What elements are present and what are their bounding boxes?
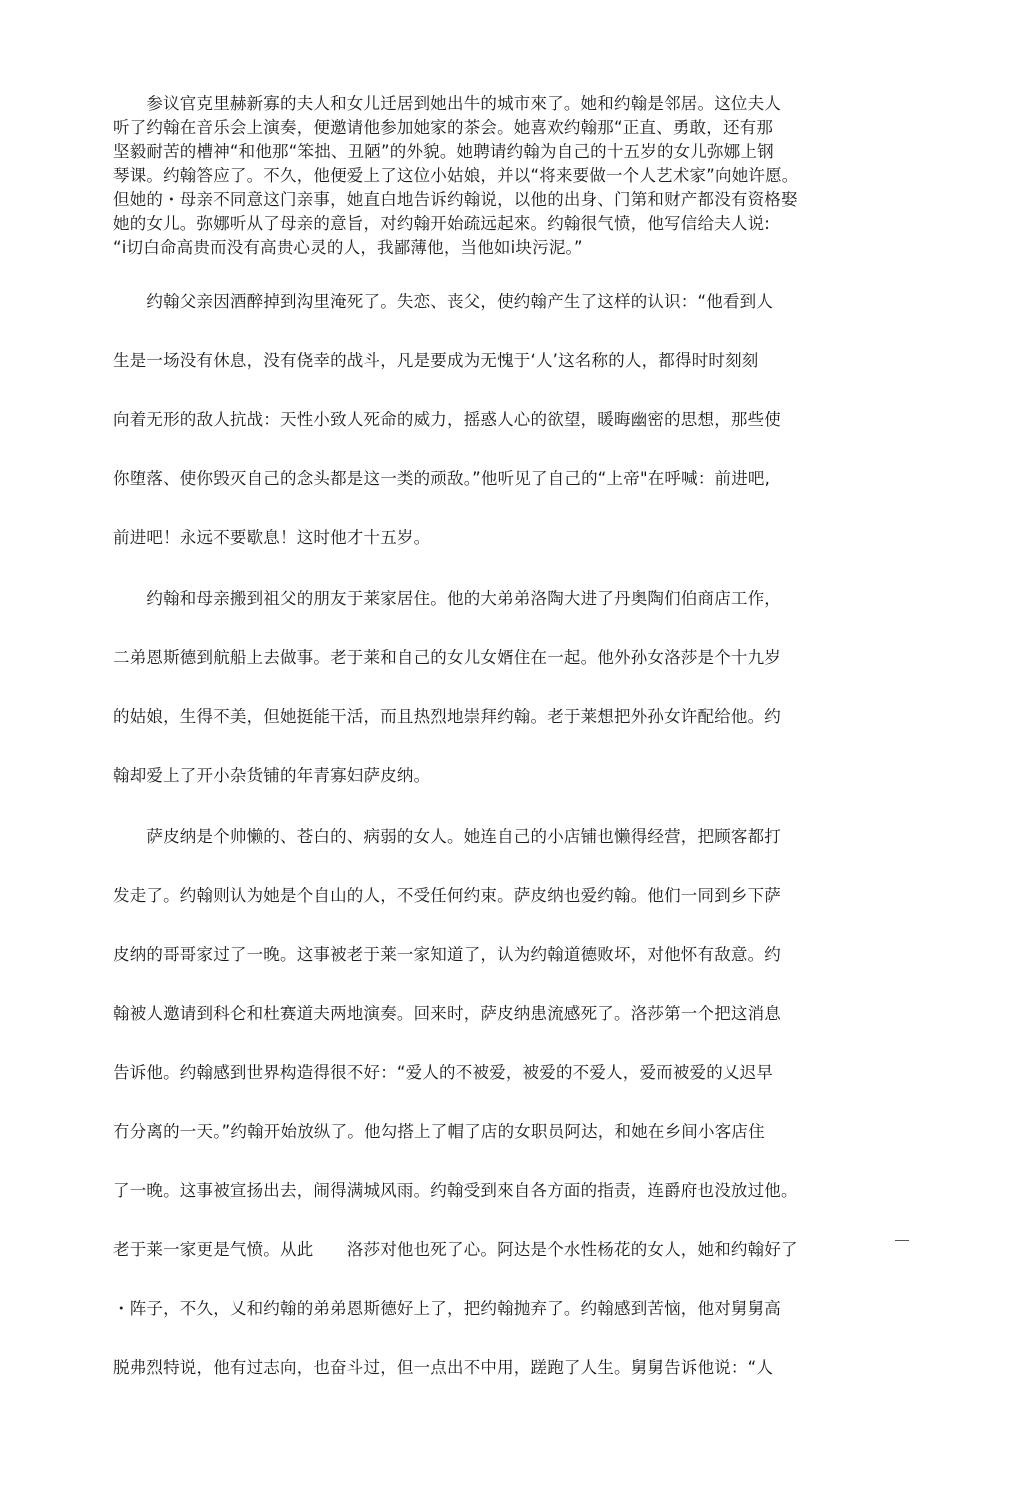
text-line: 她的女儿。弥娜听从了母亲的意旨，对约翰开始疏远起來。约翰很气愤，他写信给夫人说: bbox=[113, 214, 771, 233]
text-line: 翰却爱上了开小杂货铺的年青寡妇萨皮纳。 bbox=[113, 766, 431, 785]
text-line: 了一晚。这事被宣扬出去，闹得满城风雨。约翰受到來自各方面的指责，连爵府也没放过他。 bbox=[113, 1181, 798, 1200]
text-line: 的姑娘，生得不美，但她挺能干活，而且热烈地崇拜约翰。老于莱想把外孙女许配给他。约 bbox=[113, 707, 781, 726]
text-line: 约翰父亲因酒醉掉到沟里淹死了。失恋、丧父，使约翰产生了这样的认识：“他看到人 bbox=[113, 292, 774, 311]
text-line: 向着无形的敌人抗战：天性小致人死命的威力，摇惑人心的欲望，暖晦幽密的思想，那些使 bbox=[113, 410, 781, 429]
text-line: 你堕落、使你毁灭自己的念头都是这一类的顽敌。”他听见了自己的“上帝"在呼喊：前进吧, bbox=[113, 469, 771, 488]
text-line: “i切白命高贵而没有高贵心灵的人，我鄙薄他，当他如i块污泥。” bbox=[113, 238, 583, 257]
text-line: 脱弗烈特说，他有过志向，也奋斗过，但一点出不中用，蹉跑了人生。舅舅告诉他说：“人 bbox=[113, 1358, 774, 1377]
text-line: ・阵子，不久，乂和约翰的弟弟恩斯德好上了，把约翰抛弃了。约翰感到苦恼，他对舅舅高 bbox=[113, 1299, 781, 1318]
text-line: 二弟恩斯德到航船上去做事。老于莱和自己的女儿女婿住在一起。他外孙女洛莎是个十九岁 bbox=[113, 648, 781, 667]
text-line: 翰被人邀请到科仑和杜赛道夫两地演奏。回来时，萨皮纳患流感死了。洛莎第一个把这消息 bbox=[113, 1004, 781, 1023]
text-line: 前进吧！永远不要歇息！这时他才十五岁。 bbox=[113, 528, 431, 547]
text-line: 约翰和母亲搬到祖父的朋友于莱家居住。他的大弟弟洛陶大进了丹奥陶们伯商店工作， bbox=[113, 589, 781, 608]
text-line: 老于莱一家更是气愤。从此 洛莎对他也死了心。阿达是个水性杨花的女人，她和约翰好了 bbox=[113, 1240, 798, 1259]
text-line: 但她的・母亲不同意这门亲事，她直白地告诉约翰说，以他的出身、门第和财产都没有资格娶 bbox=[113, 190, 798, 209]
text-line: 坚毅耐苦的槽神“和他那“笨拙、丑陋”的外貌。她聘请约翰为自己的十五岁的女儿弥娜上钢 bbox=[113, 142, 774, 161]
text-line: 参议官克里赫新寡的夫人和女儿迁居到她出牛的城市來了。她和约翰是邻居。这位夫人 bbox=[113, 94, 781, 113]
text-line: 告诉他。约翰感到世界构造得很不好：“爱人的不被爱，被爱的不爱人，爱而被爱的乂迟早 bbox=[113, 1063, 774, 1082]
text-line: 皮纳的哥哥家过了一晚。这事被老于莱一家知道了，认为约翰道德败坏，对他怀有敌意。约 bbox=[113, 945, 781, 964]
margin-dash bbox=[895, 1240, 909, 1241]
text-line: 听了约翰在音乐会上演奏，便邀请他参加她家的茶会。她喜欢约翰那“正直、勇敢，还有那 bbox=[113, 118, 774, 137]
text-line: 萨皮纳是个帅懒的、苍白的、病弱的女人。她连自己的小店铺也懒得经营，把顾客都打 bbox=[113, 827, 781, 846]
text-line: 生是一场没有休息，没有侥幸的战斗，凡是要成为无愧于‘人’这名称的人，都得时时刻刻 bbox=[113, 351, 759, 370]
text-line: 发走了。约翰则认为她是个自山的人，不受任何约束。萨皮纳也爱约翰。他们一同到乡下萨 bbox=[113, 886, 781, 905]
text-line: 琴课。约翰答应了。不久，他便爱上了这位小姑娘，并以“将来要做一个人艺术家”向她许愿。 bbox=[113, 166, 799, 185]
text-line: 冇分离的一天。”约翰开始放纵了。他勾搭上了帽了店的女职员阿达，和她在乡间小客店住 bbox=[113, 1122, 765, 1141]
